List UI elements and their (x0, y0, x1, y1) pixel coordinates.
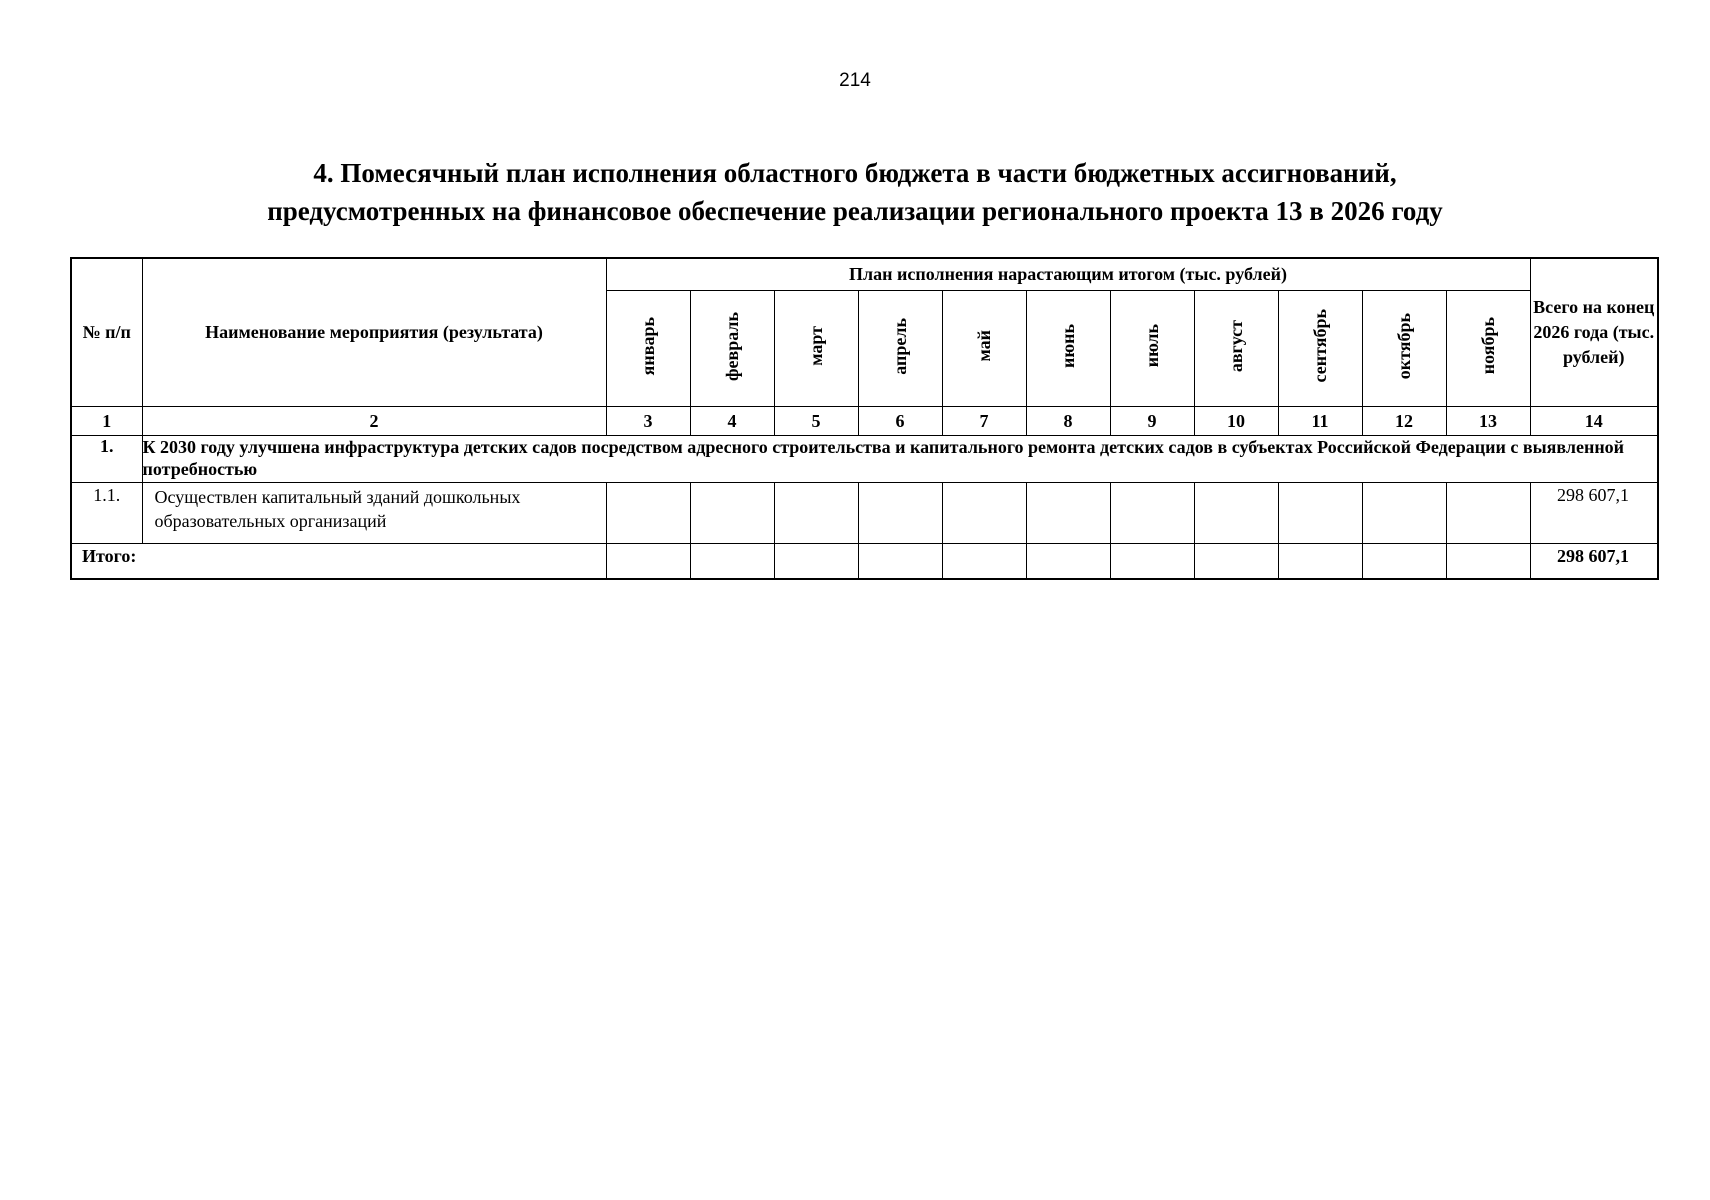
total-header: Всего на конец 2026 года (тыс. рублей) (1530, 258, 1658, 407)
month-total-cell (1278, 544, 1362, 580)
column-number: 13 (1446, 407, 1530, 436)
month-label: ноябрь (1477, 317, 1498, 375)
month-label: июнь (1057, 323, 1078, 368)
month-total-cell (1446, 544, 1530, 580)
month-label: март (805, 326, 826, 366)
month-total-cell (1362, 544, 1446, 580)
month-value-cell (942, 483, 1026, 544)
section-text: К 2030 году улучшена инфраструктура детских садов посредством адресного строительства и капитального ремонта детских садов в субъектах Российской Федерации с выявленной потребностью (142, 436, 1658, 483)
month-header (1194, 291, 1278, 407)
col-no-header: № п/п (71, 258, 142, 407)
item-total: 298 607,1 (1530, 483, 1658, 544)
item-row (71, 483, 1658, 544)
page-number: 214 (839, 70, 871, 91)
column-number: 12 (1362, 407, 1446, 436)
month-label: апрель (889, 317, 910, 375)
column-number: 6 (858, 407, 942, 436)
column-number: 8 (1026, 407, 1110, 436)
month-label: октябрь (1393, 312, 1414, 380)
month-header (1446, 291, 1530, 407)
month-total-cell (690, 544, 774, 580)
column-number: 1 (71, 407, 142, 436)
header-row-1 (71, 258, 1658, 291)
column-number: 2 (142, 407, 606, 436)
month-total-cell (1110, 544, 1194, 580)
column-number: 4 (690, 407, 774, 436)
totals-row (71, 544, 1658, 580)
month-label: январь (637, 316, 658, 376)
month-total-cell (606, 544, 690, 580)
column-number: 7 (942, 407, 1026, 436)
month-total-cell (774, 544, 858, 580)
column-number-row (71, 407, 1658, 436)
month-header (606, 291, 690, 407)
month-value-cell (690, 483, 774, 544)
month-value-cell (858, 483, 942, 544)
column-number: 3 (606, 407, 690, 436)
document-title (0, 154, 1710, 230)
month-label: май (973, 330, 994, 362)
item-number: 1.1. (71, 483, 142, 544)
month-label: февраль (721, 311, 742, 381)
month-value-cell (1278, 483, 1362, 544)
month-header (774, 291, 858, 407)
month-value-cell (1362, 483, 1446, 544)
month-header (942, 291, 1026, 407)
column-number: 11 (1278, 407, 1362, 436)
month-value-cell (1194, 483, 1278, 544)
item-text: Осуществлен капитальный зданий дошкольных образовательных организаций (142, 483, 606, 544)
month-value-cell (1110, 483, 1194, 544)
month-header (1110, 291, 1194, 407)
month-total-cell (1194, 544, 1278, 580)
title-line-1: 4. Помесячный план исполнения областного бюджета в части бюджетных ассигнований, (313, 158, 1397, 188)
month-header (858, 291, 942, 407)
month-value-cell (1026, 483, 1110, 544)
grand-total: 298 607,1 (1530, 544, 1658, 580)
section-row (71, 436, 1658, 483)
month-header (1026, 291, 1110, 407)
column-number: 9 (1110, 407, 1194, 436)
month-label: август (1225, 319, 1246, 373)
month-header (690, 291, 774, 407)
column-number: 10 (1194, 407, 1278, 436)
column-number: 14 (1530, 407, 1658, 436)
month-label: сентябрь (1309, 309, 1330, 383)
month-value-cell (606, 483, 690, 544)
budget-plan-table (70, 257, 1659, 580)
col-name-header: Наименование мероприятия (результата) (142, 258, 606, 407)
month-label: июль (1141, 324, 1162, 368)
totals-label: Итого: (71, 544, 606, 580)
month-header (1278, 291, 1362, 407)
month-header (1362, 291, 1446, 407)
month-total-cell (858, 544, 942, 580)
plan-header: План исполнения нарастающим итогом (тыс. рублей) (606, 258, 1530, 291)
section-number: 1. (71, 436, 142, 483)
month-value-cell (1446, 483, 1530, 544)
column-number: 5 (774, 407, 858, 436)
title-line-2: предусмотренных на финансовое обеспечение реализации регионального проекта 13 в 2026 году (267, 196, 1443, 226)
month-value-cell (774, 483, 858, 544)
month-total-cell (942, 544, 1026, 580)
month-total-cell (1026, 544, 1110, 580)
